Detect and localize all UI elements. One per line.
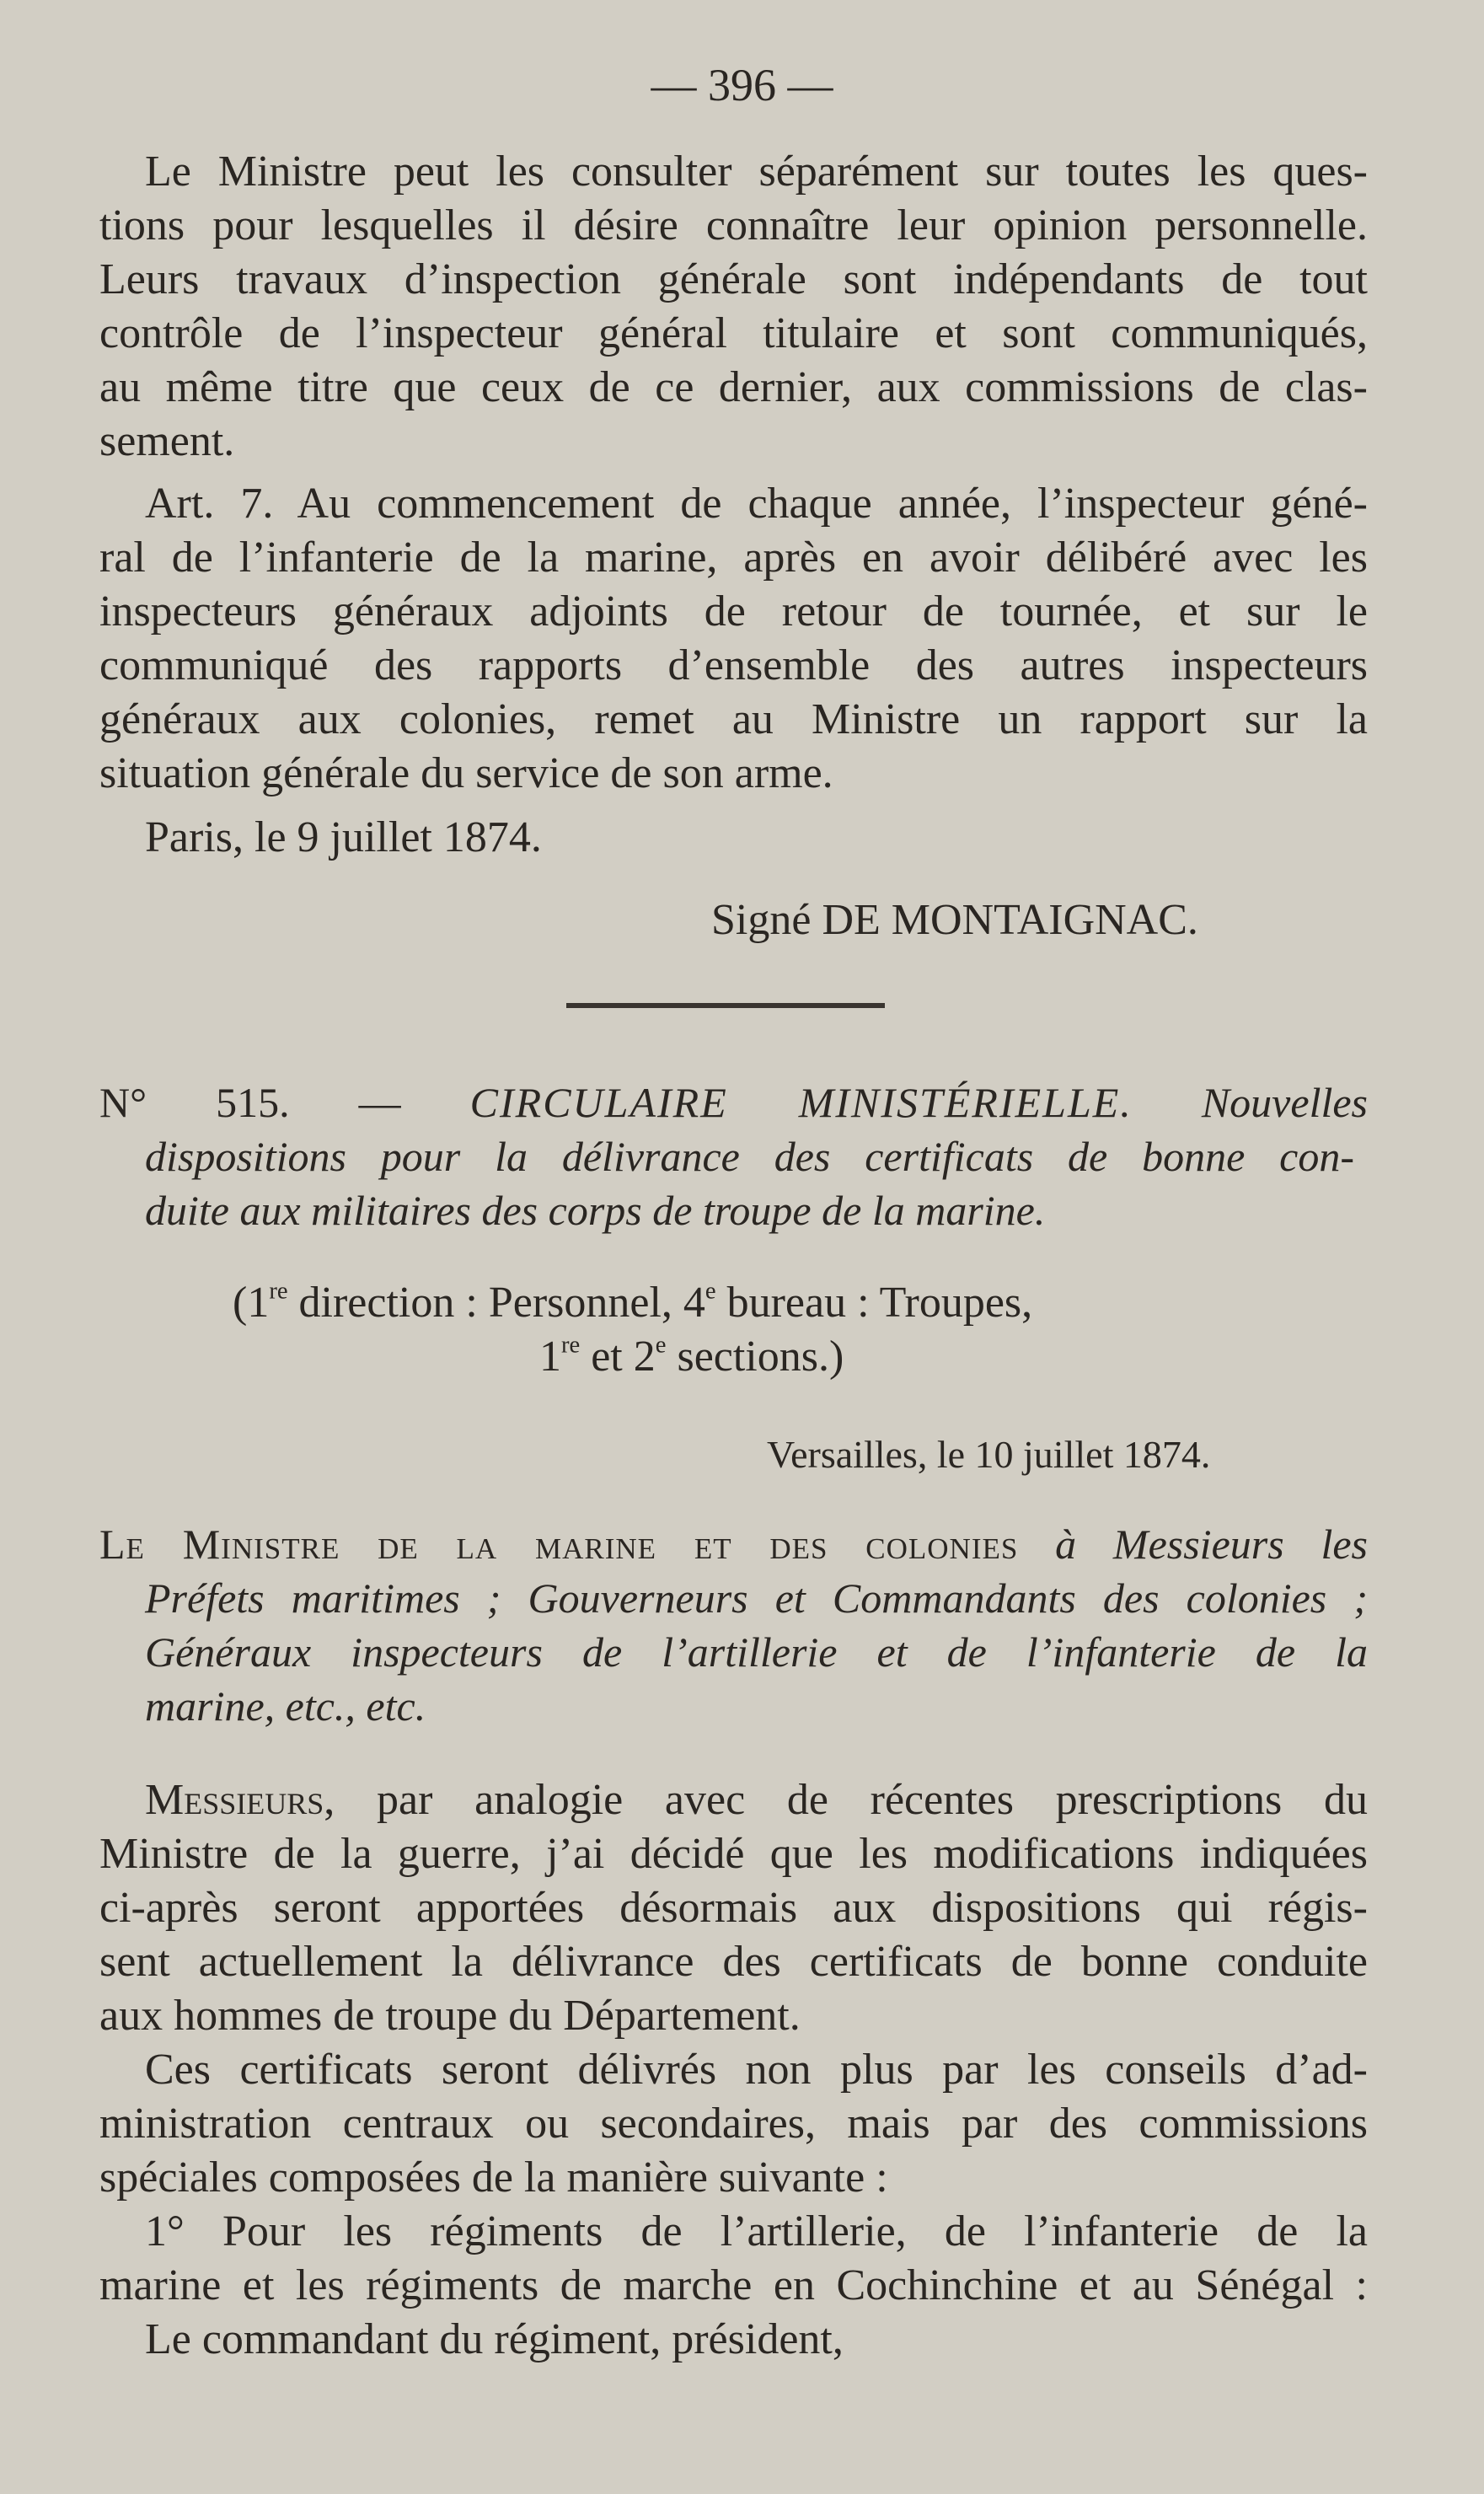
address-line: Généraux inspecteurs de l’artillerie et de l’infanterie de la — [145, 1628, 1368, 1676]
circular-subject-line: dispositions pour la délivrance des certificats de bonne con- — [145, 1133, 1354, 1180]
text-line: inspecteurs généraux adjoints de retour de tournée, et sur le — [99, 587, 1368, 636]
address-line — [99, 1517, 1368, 1571]
text-line: situation générale du service de son arme. — [99, 749, 833, 797]
direction-text: sections.) — [666, 1333, 844, 1381]
address-from: Le Ministre de la marine et des colonies — [99, 1521, 1019, 1568]
circular-subject-line: duite aux militaires des corps de troupe de la marine. — [145, 1187, 1046, 1234]
direction-text: (1 — [233, 1279, 270, 1327]
text-line: aux hommes de troupe du Département. — [99, 1992, 801, 2040]
superscript: re — [269, 1278, 288, 1305]
text-span: , par analogie avec de récentes prescriptions du — [324, 1776, 1368, 1824]
text-line: sement. — [99, 417, 235, 465]
text-line: Ministre de la guerre, j’ai décidé que les modifications indiquées — [99, 1830, 1368, 1878]
direction-text: bureau : Troupes, — [715, 1279, 1033, 1327]
date-line: Paris, le 9 juillet 1874. — [145, 813, 542, 861]
text-line: Le Ministre peut les consulter séparément sur toutes les ques- — [145, 147, 1368, 196]
direction-line — [233, 1276, 1032, 1330]
text-line: Leurs travaux d’inspection générale sont indépendants de tout — [99, 255, 1368, 303]
circular-number: N° 515. — — [99, 1079, 401, 1126]
superscript: e — [655, 1332, 667, 1359]
text-line — [145, 1773, 1368, 1827]
text-line: ci-après seront apportées désormais aux dispositions qui régis- — [99, 1884, 1368, 1932]
text-line: Art. 7. Au commencement de chaque année, l’inspecteur géné- — [145, 480, 1368, 528]
text-line: généraux aux colonies, remet au Ministre un rapport sur la — [99, 695, 1368, 743]
text-line: au même titre que ceux de ce dernier, aux commissions de clas- — [99, 363, 1368, 411]
text-line: Ces certificats seront délivrés non plus par les conseils d’ad- — [145, 2046, 1368, 2094]
circular-subject: Nouvelles — [1201, 1079, 1368, 1126]
text-line: spéciales composées de la manière suivante : — [99, 2153, 888, 2202]
address-line: marine, etc., etc. — [145, 1682, 426, 1730]
text-line: ministration centraux ou secondaires, mais par des commissions — [99, 2100, 1368, 2148]
direction-text: direction : Personnel, 4 — [287, 1279, 705, 1327]
salutation: Messieurs — [145, 1776, 324, 1824]
text-line: contrôle de l’inspecteur général titulaire et sont communiqués, — [99, 309, 1368, 357]
text-line: ral de l’infanterie de la marine, après en avoir délibéré avec les — [99, 534, 1368, 582]
direction-text: et 2 — [580, 1333, 656, 1381]
page-number: — 396 — — [651, 60, 833, 110]
text-line: 1° Pour les régiments de l’artillerie, de l’infanterie de la — [145, 2207, 1368, 2255]
place-date: Versailles, le 10 juillet 1874. — [767, 1433, 1211, 1476]
superscript: re — [561, 1332, 581, 1359]
text-line: Le commandant du régiment, président, — [145, 2315, 844, 2363]
text-line: communiqué des rapports d’ensemble des autres inspecteurs — [99, 641, 1368, 689]
signature: Signé DE MONTAIGNAC. — [711, 896, 1198, 944]
text-line: sent actuellement la délivrance des certificats de bonne conduite — [99, 1938, 1368, 1986]
text-line: tions pour lesquelles il désire connaître leur opinion personnelle. — [99, 201, 1368, 249]
circular-heading — [99, 1075, 1368, 1129]
superscript: e — [704, 1278, 716, 1305]
circular-title: CIRCULAIRE MINISTÉRIELLE. — [469, 1079, 1133, 1126]
direction-line — [539, 1330, 844, 1384]
address-to: à Messieurs les — [1055, 1521, 1369, 1568]
text-line: marine et les régiments de marche en Cochinchine et au Sénégal : — [99, 2261, 1368, 2309]
section-divider — [566, 1003, 885, 1008]
direction-text: 1 — [539, 1333, 561, 1381]
address-line: Préfets maritimes ; Gouverneurs et Commandants des colonies ; — [145, 1574, 1368, 1622]
